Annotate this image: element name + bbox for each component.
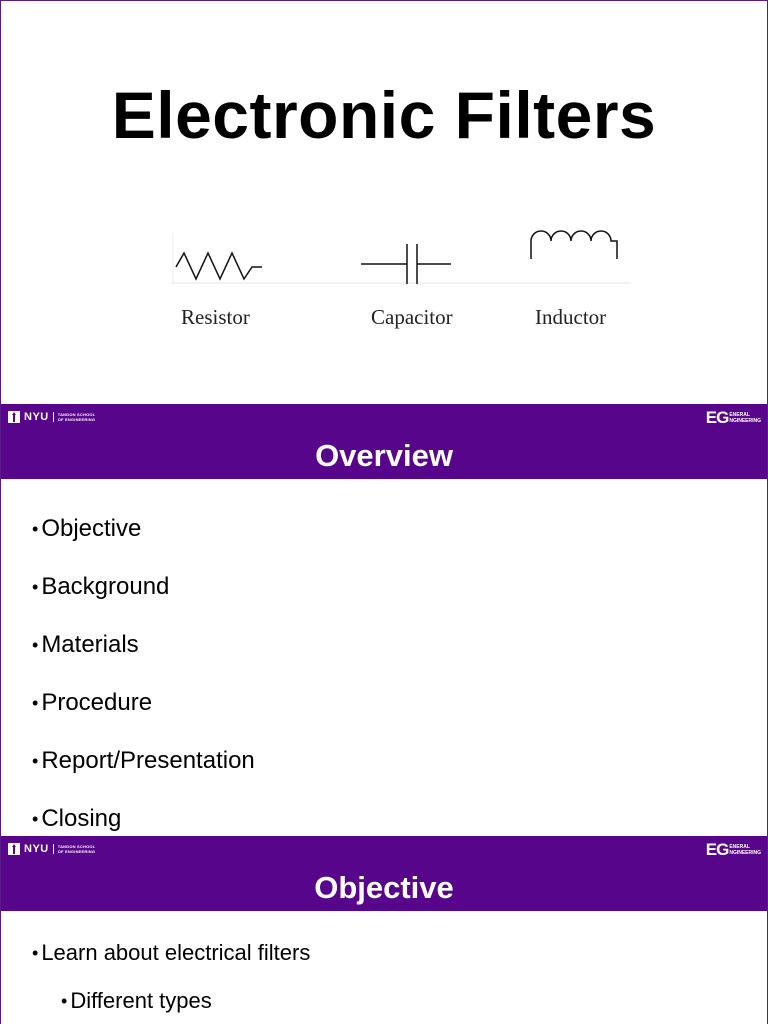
eg-line2: NGINEERING bbox=[729, 849, 761, 856]
eg-letters: EG bbox=[705, 840, 729, 859]
eg-line2: NGINEERING bbox=[729, 417, 761, 424]
list-item-text: Objective bbox=[41, 515, 142, 542]
capacitor-symbol bbox=[361, 244, 451, 284]
bullet-icon: • bbox=[32, 577, 39, 597]
eg-letters: EG bbox=[705, 408, 729, 427]
bullet-icon: • bbox=[32, 635, 39, 655]
list-item bbox=[32, 574, 255, 632]
slide-title: Electronic Filters bbox=[111, 78, 657, 152]
nyu-school-line1: TANDON SCHOOL bbox=[57, 412, 96, 417]
overview-list bbox=[32, 516, 255, 836]
torch-icon bbox=[8, 843, 20, 855]
overview-slide bbox=[0, 404, 768, 836]
list-item-text: Procedure bbox=[41, 689, 153, 716]
nyu-wordmark: NYU bbox=[24, 411, 49, 423]
bullet-icon: • bbox=[32, 809, 39, 829]
general-engineering-logo bbox=[706, 409, 761, 426]
component-symbols-figure bbox=[171, 227, 631, 337]
nyu-school-line2: OF ENGINEERING bbox=[57, 849, 96, 854]
sub-list-item-text: Different types bbox=[70, 988, 212, 1013]
objective-list bbox=[32, 940, 310, 1014]
nyu-tandon-logo bbox=[8, 411, 95, 423]
bullet-icon: • bbox=[32, 519, 39, 539]
resistor-label: Resistor bbox=[181, 305, 250, 329]
eg-line1: ENERAL bbox=[729, 411, 750, 418]
inductor-symbol bbox=[531, 231, 617, 259]
bullet-icon: • bbox=[32, 751, 39, 771]
capacitor-label: Capacitor bbox=[371, 305, 453, 329]
list-item bbox=[32, 940, 310, 966]
bullet-icon: • bbox=[61, 991, 68, 1011]
bullet-icon: • bbox=[32, 943, 39, 963]
objective-slide bbox=[0, 836, 768, 1024]
component-symbols-graphic bbox=[171, 227, 631, 297]
list-item bbox=[32, 806, 255, 836]
list-item-text: Report/Presentation bbox=[41, 747, 255, 774]
list-item bbox=[32, 516, 255, 574]
list-item-text: Closing bbox=[41, 805, 122, 832]
header-bar bbox=[1, 836, 767, 911]
title-slide bbox=[0, 0, 768, 404]
list-item-text: Learn about electrical filters bbox=[41, 940, 311, 965]
nyu-wordmark: NYU bbox=[24, 843, 49, 855]
objective-title: Objective bbox=[314, 870, 454, 905]
sub-list-item bbox=[61, 988, 310, 1014]
eg-line1: ENERAL bbox=[729, 843, 750, 850]
list-item bbox=[32, 690, 255, 748]
header-bar bbox=[1, 404, 767, 479]
list-item-text: Background bbox=[41, 573, 170, 600]
nyu-tandon-logo bbox=[8, 843, 95, 855]
bullet-icon: • bbox=[32, 693, 39, 713]
list-item-text: Materials bbox=[41, 631, 139, 658]
general-engineering-logo bbox=[706, 841, 761, 858]
overview-title: Overview bbox=[315, 438, 453, 473]
nyu-school-line2: OF ENGINEERING bbox=[57, 417, 96, 422]
inductor-label: Inductor bbox=[535, 305, 607, 329]
list-item bbox=[32, 632, 255, 690]
list-item bbox=[32, 748, 255, 806]
torch-icon bbox=[8, 411, 20, 423]
nyu-school-line1: TANDON SCHOOL bbox=[57, 844, 96, 849]
resistor-symbol bbox=[176, 253, 262, 279]
